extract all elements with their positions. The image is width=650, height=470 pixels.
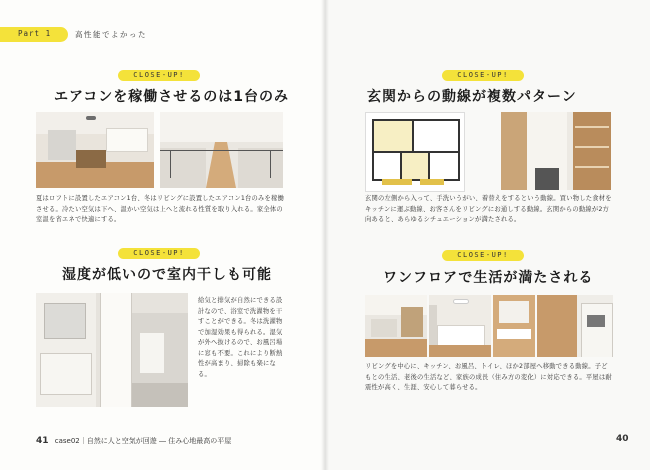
- close-up-badge: CLOSE-UP!: [118, 70, 200, 81]
- section-body: 玄関の左側から入って、手洗いうがい、着替えをするという動線。買い物した食材をキッチンに運ぶ動線、お客さんをリビングにお通しする動線。玄関からの動線が2方向あると、あらゆるシチュエーションが満たされる。: [365, 195, 612, 223]
- floor-plan-illustration: [365, 112, 465, 192]
- kitchen-photo: [537, 295, 613, 357]
- left-page-number: 41: [36, 436, 49, 446]
- laundry-bathroom-photo: [36, 293, 188, 407]
- page-gutter: [321, 0, 329, 470]
- living-room-photo: [36, 112, 154, 188]
- section-body: 夏はロフトに設置したエアコン1台、冬はリビングに設置したエアコン1台のみを稼働させる。冷たい空気は下へ、温かい空気は上へと流れる性質を取り入れる。家全体の室温を省エネで快適にする。: [36, 195, 285, 223]
- close-up-badge: CLOSE-UP!: [118, 248, 200, 259]
- right-page-number: 40: [616, 434, 629, 444]
- washroom-photo: [493, 295, 535, 357]
- bedroom-photo: [429, 295, 491, 357]
- section-headline: 湿度が低いので室内干しも可能: [62, 267, 272, 283]
- part-tab: [0, 27, 68, 42]
- section-body: リビングを中心に、キッチン、お風呂、トイレ、ほか2部屋へ移動できる動線。子どもとの生活、老後の生活など、家族の成長（住み方の変化）に対応できる。平屋は耐震性が高く、生涯、安心して暮らせる。: [365, 363, 612, 391]
- section-headline: 玄関からの動線が複数パターン: [367, 89, 577, 105]
- entrance-photo: [501, 112, 611, 190]
- living-photo: [365, 295, 427, 357]
- section-headline: ワンフロアで生活が満たされる: [383, 270, 594, 286]
- loft-corridor-photo: [160, 112, 283, 188]
- footer-text: case02｜自然に人と空気が回遊 ― 住み心地最高の平屋: [54, 437, 232, 445]
- left-footer: [36, 436, 231, 446]
- part-title: 高性能でよかった: [75, 30, 147, 39]
- part-label: Part 1: [18, 29, 52, 38]
- close-up-badge: CLOSE-UP!: [442, 250, 524, 261]
- right-page: [325, 0, 650, 470]
- section-body: 給気と排気が自然にできる設計なので、浴室で洗濯物を干すことができる。冬は洗濯物で加湿効果も得られる。湿気が外へ抜けるので、お風呂場に窓も不要。これにより断熱性が高まり、掃除も楽になる。: [198, 297, 283, 378]
- section-headline: エアコンを稼働させるのは1台のみ: [54, 89, 290, 105]
- close-up-badge: CLOSE-UP!: [442, 70, 524, 81]
